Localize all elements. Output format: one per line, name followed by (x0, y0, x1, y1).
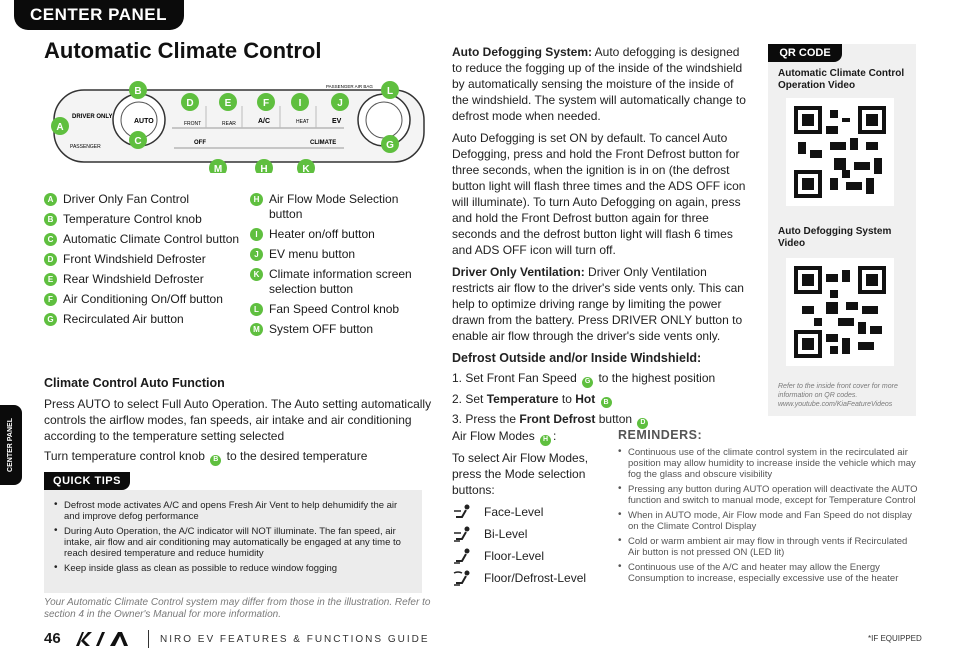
mode-floor-level: Floor-Level (452, 548, 617, 564)
footer-if-equipped: *IF EQUIPPED (868, 634, 922, 643)
auto-function-section (44, 376, 436, 466)
mode-bi-level: Bi-Level (452, 526, 617, 542)
driver-only-label: DRIVER ONLY (72, 114, 113, 120)
callout-i: I (298, 98, 302, 109)
legend-item: D Front Windshield Defroster (44, 252, 244, 267)
legend-item: K Climate information screen selection button (250, 267, 430, 297)
reminder-item: • When in AUTO mode, Air Flow mode and Fan Speed do not display on the Climate Control Display (618, 509, 912, 532)
legend-item: H Air Flow Mode Selection button (250, 192, 430, 222)
reminder-item: • Continuous use of the A/C and heater may allow the Energy Consumption to increase, especially excessive use of the heater (618, 561, 899, 584)
callout-l: L (386, 86, 394, 97)
mode-floor-defrost-level: Floor/Defrost-Level (452, 570, 617, 586)
ac-label: A/C (258, 118, 271, 125)
qr-code-image-2[interactable] (786, 258, 894, 366)
auto-label: AUTO (134, 118, 154, 125)
callout-j: J (337, 98, 343, 109)
reminder-item: • Continuous use of the climate control system in the recirculated air position may allow humidity to increase inside the vehicle which may fog the glass and obscure visibility (618, 446, 916, 480)
passenger-label: PASSENGER (70, 144, 101, 150)
legend-right (250, 192, 430, 342)
tip-item: • Defrost mode activates A/C and opens Fresh Air Vent to help dehumidify the air and improve defog performance (54, 499, 398, 522)
reminder-item: • Cold or warm ambient air may flow in through vents if Recirculated Air button is not pressed ON (LED lit) (618, 535, 908, 558)
legend-item: I Heater on/off button (250, 227, 430, 242)
callout-c: C (134, 136, 142, 147)
auto-function-knob-text: Turn temperature control knob B to the desired temperature (44, 448, 436, 466)
side-section-tab: CENTER PANEL (0, 405, 22, 485)
legend-item: L Fan Speed Control knob (250, 302, 430, 317)
floor-defrost-icon (452, 570, 474, 586)
reminders-section (618, 428, 918, 588)
reminder-item: • Pressing any button during AUTO operation will deactivate the AUTO function and switch to manual mode, except for Temperature Control (618, 483, 918, 506)
callout-f: F (262, 98, 270, 109)
heat-label: HEAT (296, 119, 309, 125)
qr-code-tag: QR CODE (768, 44, 842, 62)
climate-panel-svg (44, 78, 434, 173)
qr-code-image-1[interactable] (786, 98, 894, 206)
reminders-heading: REMINDERS: (618, 428, 703, 442)
disclaimer: Your Automatic Climate Control system may differ from those in the illustration. Refer to section 4 in the Owner's Manual for more information. (44, 597, 431, 620)
quick-tips-tag: QUICK TIPS (44, 472, 130, 490)
legend-item: E Rear Windshield Defroster (44, 272, 244, 287)
legend-item: A Driver Only Fan Control (44, 192, 244, 207)
tip-item: • During Auto Operation, the A/C indicator will NOT illuminate. The fan speed, air intake, air flow and air conditioning may automatically be engaged at any time to reach desired temperature and reduce humidity (54, 525, 401, 559)
floor-level-icon (452, 548, 474, 564)
kia-logo (74, 630, 136, 653)
climate-panel-illustration (44, 78, 434, 173)
callout-m: M (213, 164, 223, 173)
callout-g: G (386, 140, 394, 151)
qr-video1-label: Automatic Climate Control Operation Video (778, 68, 905, 91)
rear-label: REAR (222, 121, 236, 127)
qr-note: Refer to the inside front cover for more information on QR codes. www.youtube.com/KiaFeatureVideos (778, 383, 898, 408)
auto-function-text: Press AUTO to select Full Auto Operation. The Auto setting automatically controls the airflow modes, fan speeds, air intake and air conditioning according to the temperature setting selected (44, 397, 432, 443)
face-level-icon (452, 504, 474, 520)
page-title: Automatic Climate Control (44, 38, 322, 63)
passenger-air-bag-label: PASSENGER AIR BAG (326, 84, 373, 89)
ev-label: EV (332, 118, 342, 125)
callout-b: B (134, 86, 142, 97)
callout-d: D (186, 98, 194, 109)
callout-h: H (260, 164, 268, 173)
off-label: OFF (194, 140, 206, 146)
quick-tips-list (54, 500, 414, 578)
legend-item: M System OFF button (250, 322, 430, 337)
front-label: FRONT (184, 121, 202, 127)
legend-item: B Temperature Control knob (44, 212, 244, 227)
section-tab: CENTER PANEL (14, 0, 184, 30)
mode-face-level: Face-Level (452, 504, 617, 520)
legend-left (44, 192, 244, 332)
auto-defog-section: Auto Defogging System: Auto defogging is designed to reduce the fogging up of the inside of the windshield by automatically sensing the moisture of the inside of the windshield. The system will automatically change to defrost mode when needed. Auto Defogging is set ON by default. To cancel Auto Defogging, press and hold the Front Defrost button for three seconds, when the ignition is in on (the defrost button light will flash three times and the ADS OFF icon will illuminate). To turn Auto Defogging on again, press and hold the Front Defrost button again for three seconds and the defrost button light will flash 6 times and ADS OFF icon will turn off. Driver Only Ventilation: Driver Only Ventilation restricts air flow to the driver's side vents only. This can help to optimize driving range by limiting the power drawn from the battery. Press DRIVER ONLY button to enable air flow through the driver's side vents only. Defrost Outside and/or Inside Windshield: 1. Set Front Fan Speed G to the highest position 2. Set Temperature to Hot B 3. Press the Front Defrost button D (452, 44, 752, 429)
climate-label: CLIMATE (310, 140, 337, 146)
legend-item: G Recirculated Air button (44, 312, 244, 327)
bi-level-icon (452, 526, 474, 542)
page-number: 46 (44, 630, 61, 647)
tip-item: • Keep inside glass as clean as possible to reduce window fogging (54, 562, 338, 574)
legend-item: C Automatic Climate Control button (44, 232, 244, 247)
callout-k: K (302, 164, 310, 173)
legend-item: J EV menu button (250, 247, 430, 262)
footer-guide-title: NIRO EV FEATURES & FUNCTIONS GUIDE (160, 634, 430, 645)
auto-function-heading: Climate Control Auto Function (44, 376, 225, 390)
legend-item: F Air Conditioning On/Off button (44, 292, 244, 307)
callout-a: A (56, 122, 64, 133)
callout-e: E (224, 98, 232, 109)
footer-divider (148, 630, 149, 648)
air-flow-section: Air Flow Modes H : To select Air Flow Modes, press the Mode selection buttons: Face-Level Bi-Level Floor-Level Floor/Defrost-Level (452, 428, 617, 592)
qr-video2-label: Auto Defogging System Video (778, 226, 892, 249)
